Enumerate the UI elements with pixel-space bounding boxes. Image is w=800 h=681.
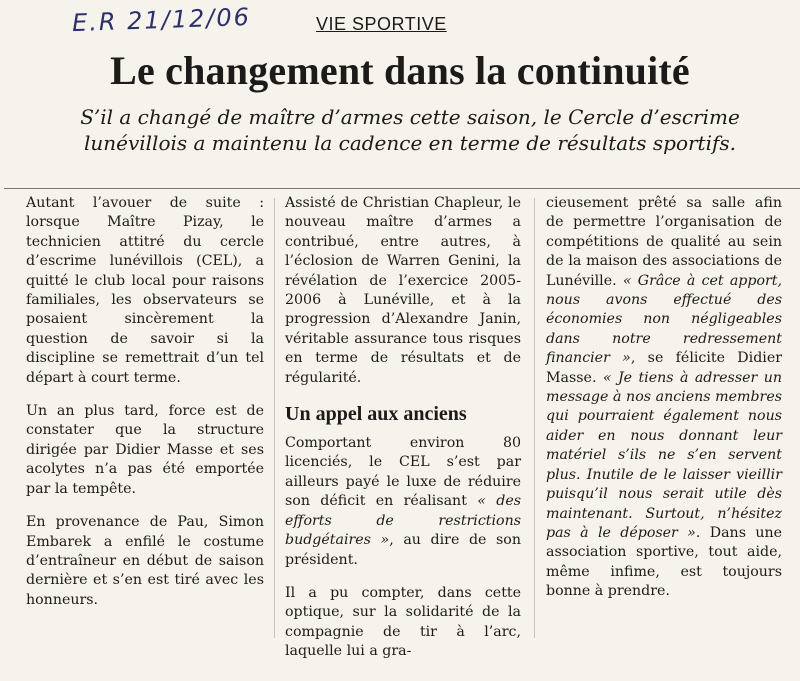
quote: « Grâce à cet apport, nous avons effectué des économies non négligeables dans notre redressement financier » [546,272,783,367]
paragraph [285,434,521,570]
article-standfirst: S’il a changé de maître d’armes cette saison, le Cercle d’escrime lunévillois a maintenu la cadence en terme de résultats sportifs. [80,105,740,155]
paragraph: Un an plus tard, force est de constater que la structure dirigée par Didier Masse et ses acolytes n’a pas été emportée par la tempête. [26,403,264,497]
column-divider [274,198,275,638]
handwritten-annotation: E.R 21/12/06 [71,2,252,38]
paragraph: Il a pu compter, dans cette optique, sur la solidarité de la compagnie de tir à l’arc, laquelle lui a gra- [285,584,521,660]
quote: « Je tiens à adresser un message à nos anciens membres qui pourraient également nous aider en nous donnant leur matériel s’ils ne s’en servent plus. Inutile de le laisser vieillir puisqu’il nous serait utile dès maintenant. Surtout, n’hésitez pas à le déposer » [546,369,782,541]
paragraph-text: , se félicite Didier Masse. [546,350,782,386]
subheading: Un appel aux anciens [285,403,467,426]
paragraph-text: , au dire de son président. [285,532,521,568]
article-column-3 [546,194,782,616]
paragraph [546,194,782,602]
paragraph: En provenance de Pau, Simon Embarek a enfilé le costume d’entraîneur en début de saison dernière et s’en est tiré avec les honneurs. [26,514,264,608]
divider [4,188,800,189]
section-rubric: VIE SPORTIVE [316,14,447,34]
paragraph: Assisté de Christian Chapleur, le nouveau maître d’armes a contribué, entre autres, à l’éclosion de Warren Genini, la révélation de l’exercice 2005-2006 à Lunéville, et à la progression d’Alexandre Janin, véritable assurance tous risques en terme de résultats et de régularité. [285,195,521,386]
article-column-2 [285,194,521,676]
paragraph: Autant l’avouer de suite : lorsque Maître Pizay, le technicien attitré du cercle d’escrime lunévillois (CEL), a quitté le club local pour raisons familiales, les observateurs se posaient sincèrement la question de savoir si la discipline se remettrait d’un tel départ à court terme. [26,195,264,386]
paragraph-text: . Dans une association sportive, tout aide, même infime, est toujours bonne à prendre. [546,524,782,600]
paragraph-text: cieusement prêté sa salle afin de permettre l’organisation de compétitions de qualité au sein de la maison des associations de Lunéville. [546,195,782,289]
paragraph-text: Comportant environ 80 licenciés, le CEL s’est par ailleurs payé le luxe de réduire son déficit en réalisant [285,435,521,510]
quote: « des efforts de restrictions budgétaires » [285,493,522,549]
column-divider [534,198,535,638]
article-column-1 [26,194,264,624]
article-headline: Le changement dans la continuité [110,48,690,93]
